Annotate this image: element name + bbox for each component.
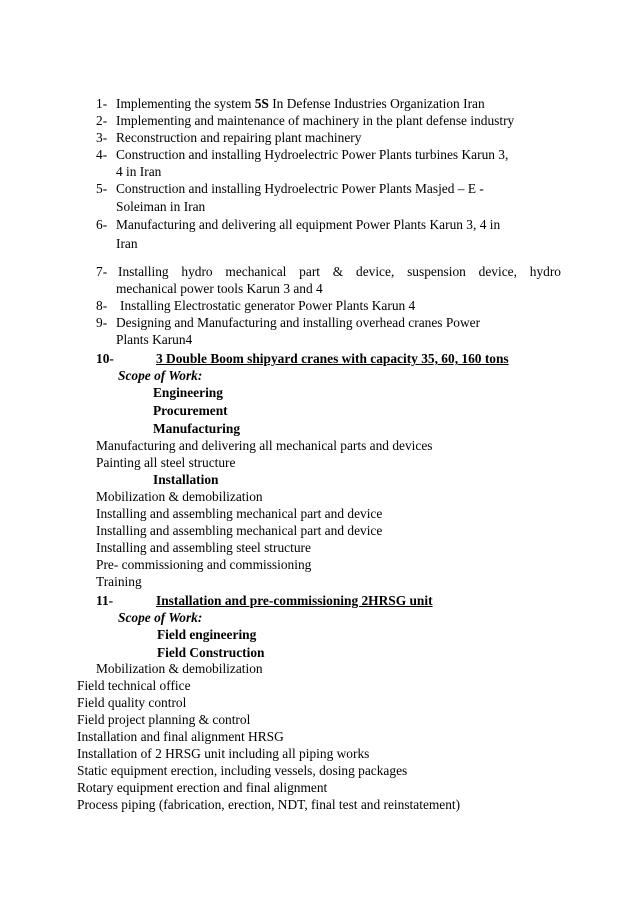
detail-line: Training <box>96 574 142 589</box>
list-item-text: Reconstruction and repairing plant machinery <box>116 130 362 145</box>
list-item-text-cont: mechanical power tools Karun 3 and 4 <box>116 281 323 296</box>
detail-line: Process piping (fabrication, erection, NDT, final test and reinstatement) <box>77 797 461 812</box>
scope-item: Procurement <box>153 403 228 418</box>
detail-line: Field technical office <box>77 678 191 693</box>
detail-line: Installing and assembling mechanical part and device <box>96 506 383 521</box>
section-title: Installation and pre-commissioning 2HRSG unit <box>156 593 433 608</box>
list-item-text: Implementing the system 5S In Defense Industries Organization Iran <box>116 96 485 111</box>
list-number: 4- <box>96 147 108 162</box>
list-item-text: Construction and installing Hydroelectric Power Plants Masjed – E - <box>116 181 484 196</box>
list-item-text: Implementing and maintenance of machinery in the plant defense industry <box>116 113 515 128</box>
scope-item: Field Construction <box>157 645 265 660</box>
list-item-text: Construction and installing Hydroelectric Power Plants turbines Karun 3, <box>116 147 509 162</box>
detail-line: Installing and assembling mechanical part and device <box>96 523 383 538</box>
detail-line: Painting all steel structure <box>96 455 236 470</box>
detail-line: Installing and assembling steel structure <box>96 540 311 555</box>
list-number: 6- <box>96 217 108 232</box>
detail-line: Installation and final alignment HRSG <box>77 729 284 744</box>
scope-of-work-label: Scope of Work: <box>118 610 203 625</box>
detail-line: Mobilization & demobilization <box>96 489 263 504</box>
list-number: 7- <box>96 264 108 279</box>
detail-line: Mobilization & demobilization <box>96 661 263 676</box>
section-number: 11- <box>96 593 114 608</box>
section-title: 3 Double Boom shipyard cranes with capacity 35, 60, 160 tons <box>156 351 509 366</box>
list-number: 2- <box>96 113 108 128</box>
installation-label: Installation <box>153 472 219 487</box>
list-number: 8- <box>96 298 108 313</box>
detail-line: Rotary equipment erection and final alignment <box>77 780 328 795</box>
list-item-text: Installing Electrostatic generator Power Plants Karun 4 <box>120 298 416 313</box>
list-number: 3- <box>96 130 108 145</box>
list-item-text: Manufacturing and delivering all equipment Power Plants Karun 3, 4 in <box>116 217 501 232</box>
scope-item: Field engineering <box>157 627 257 642</box>
scope-item: Engineering <box>153 385 223 400</box>
scope-item: Manufacturing <box>153 421 241 436</box>
detail-line: Manufacturing and delivering all mechanical parts and devices <box>96 438 433 453</box>
section-number: 10- <box>96 351 114 366</box>
list-number: 5- <box>96 181 108 196</box>
detail-line: Field quality control <box>77 695 187 710</box>
list-item-text-cont: Soleiman in Iran <box>116 199 206 214</box>
highlight-5s: 5S <box>254 96 269 111</box>
scope-of-work-label: Scope of Work: <box>118 368 203 383</box>
list-item-text: Designing and Manufacturing and installing overhead cranes Power <box>116 315 481 330</box>
list-item-text-cont: Iran <box>116 236 138 251</box>
detail-line: Installation of 2 HRSG unit including all piping works <box>77 746 370 761</box>
list-item-text-cont: 4 in Iran <box>116 164 162 179</box>
list-number: 1- <box>96 96 108 111</box>
detail-line: Pre- commissioning and commissioning <box>96 557 312 572</box>
list-number: 9- <box>96 315 108 330</box>
list-item-text-cont: Plants Karun4 <box>116 332 193 347</box>
detail-line: Static equipment erection, including vessels, dosing packages <box>77 763 408 778</box>
list-item-text: Installing hydro mechanical part & device, suspension device, hydro <box>118 264 561 279</box>
detail-line: Field project planning & control <box>77 712 251 727</box>
